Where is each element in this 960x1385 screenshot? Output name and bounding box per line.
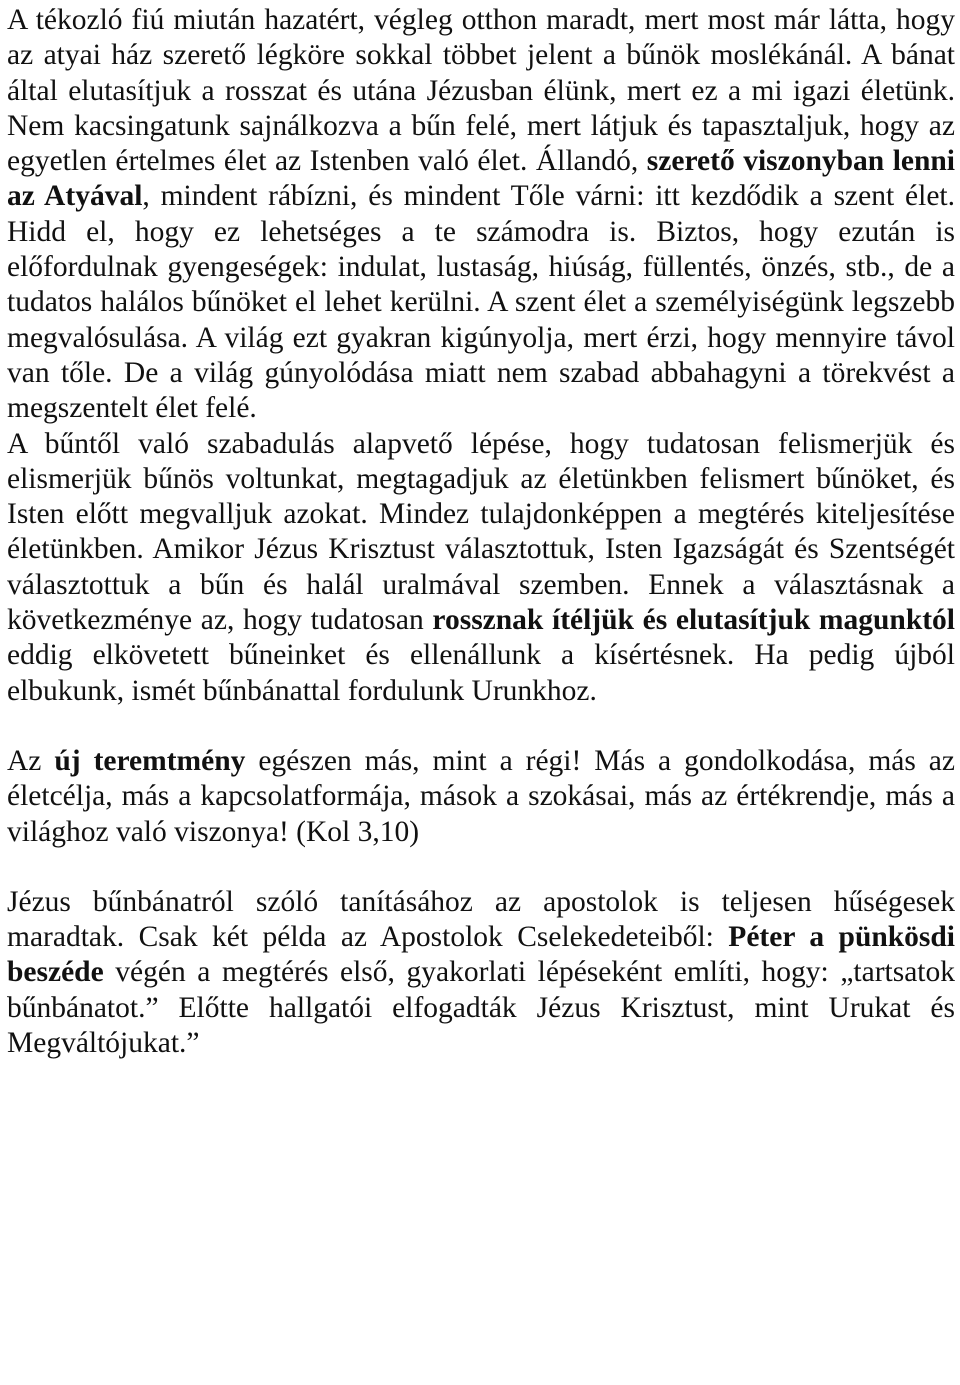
paragraph-liberation-from-sin bbox=[7, 427, 955, 709]
paragraph-prodigal-son bbox=[7, 3, 955, 427]
paragraph-apostles bbox=[7, 885, 955, 1061]
text-segment: eddig elkövetett bűneinket és ellenállunk a kísértésnek. Ha pedig újból elbukunk, ismét bűnbánattal fordulunk Urunkhoz. bbox=[7, 639, 955, 707]
text-segment: egészen más, mint a régi! Más a gondolkodása, más az életcélja, más a kapcsolatformája, mások a szokásai, más az értékrendje, más a világhoz való viszonya! (Kol 3,10) bbox=[7, 744, 955, 848]
text-segment: , mindent rábízni, és mindent Tőle várni: itt kezdődik a szent élet. Hidd el, hogy ez lehetséges a te számodra is. Biztos, hogy ezután is előfordulnak gyengeségek: indulat, lustaság, hiúság, füllentés, önzés, stb., de a tudatos halálos bűnöket el lehet kerülni. A szent élet a személyiségünk legszebb megvalósulása. A világ ezt gyakran kigúnyolja, mert érzi, hogy mennyire távol van tőle. De a világ gúnyolódása miatt nem szabad abbahagyni a törekvést a megszentelt élet felé. bbox=[7, 180, 955, 425]
text-segment: Jézus bűnbánatról szóló tanításához az apostolok is teljesen hűségesek maradtak. Csak két példa az Apostolok Cselekedeteiből: bbox=[7, 885, 955, 954]
bold-phrase: új teremtmény bbox=[54, 744, 246, 777]
text-segment: A tékozló fiú miután hazatért, végleg otthon maradt, mert most már látta, hogy az atyai ház szerető légköre sokkal többet jelent a bűnök moslékánál. A bánat által elutasítjuk a rosszat és utána Jézusban élünk, mert ez a mi igazi életünk. Nem kacsingatunk sajnálkozva a bűn felé, mert látjuk és tapasztaljuk, hogy az egyetlen értelmes élet az Istenben való élet. Állandó, bbox=[7, 4, 955, 178]
bold-phrase: szerető viszonyban lenni az Atyával bbox=[7, 145, 955, 213]
bold-phrase: Péter a pünkösdi beszéde bbox=[7, 921, 955, 989]
text-segment: Az bbox=[7, 744, 55, 777]
text-segment: A bűntől való szabadulás alapvető lépése, hogy tudatosan felismerjük és elismerjük bűnös voltunkat, megtagadjuk az életünkben felismert bűnöket, és Isten előtt megvalljuk azokat. Mindez tulajdonképpen a megtérés kiteljesítése életünkben. Amikor Jézus Krisztust választottuk, Isten Igazságát és Szentségét választottuk a bűn és halál uralmával szemben. Ennek a választásnak a következménye az, hogy tudatosan bbox=[7, 427, 955, 637]
document-page bbox=[7, 0, 955, 1061]
bold-phrase: rossznak ítéljük és elutasítjuk magunktól bbox=[432, 604, 955, 637]
text-segment: végén a megtérés első, gyakorlati lépéseként említi, hogy: „tartsatok bűnbánatot.” Előtte hallgatói elfogadták Jézus Krisztust, mint Urukat és Megváltójukat.” bbox=[7, 956, 955, 1060]
paragraph-new-creation bbox=[7, 744, 955, 850]
